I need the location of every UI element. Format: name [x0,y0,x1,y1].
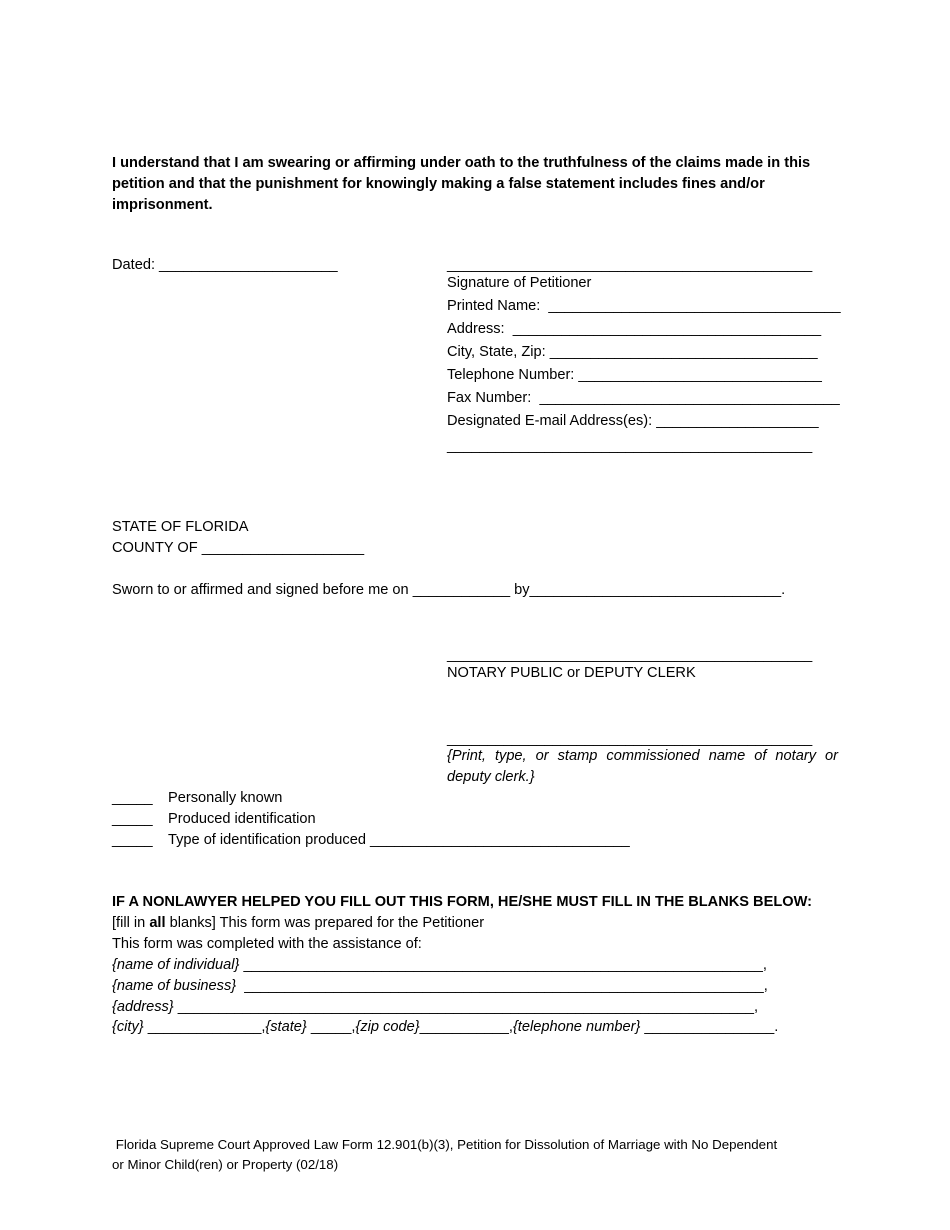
name-of-business-row [112,976,768,996]
id-blank-personally-known[interactable]: _____ [112,790,153,806]
notary-print-line[interactable]: _____________________________________________ [447,731,813,747]
oath-statement: I understand that I am swearing or affirming under oath to the truthfulness of the claims made in this petition and that the punishment for knowingly making a false statement includes fines and/or imprisonment. [112,155,811,213]
name-of-business-label: {name of business} [112,978,237,994]
zip-code-field[interactable]: ___________, [419,1019,513,1035]
notary-print-note: {Print, type, or stamp commissioned name of notary or [447,748,838,764]
fax-field[interactable]: Fax Number: _____________________________________ [447,390,840,406]
name-of-individual-field[interactable]: ________________________________________________________________, [239,957,767,973]
fill-prefix: [fill in [112,915,150,931]
printed-name-field[interactable]: Printed Name: ____________________________________ [447,298,841,314]
zip-code-label: {zip code} [355,1019,420,1035]
id-blank-type-of-id[interactable]: _____ [112,832,153,848]
telephone-number-field[interactable]: ________________. [640,1019,779,1035]
state-field-label: {state} [265,1019,307,1035]
assistant-address-row [112,997,758,1017]
id-type-field[interactable]: Type of identification produced ________________________________ [168,832,630,848]
email-extra-line[interactable]: _____________________________________________ [447,438,813,454]
city-state-zip-field[interactable]: City, State, Zip: _________________________________ [447,344,818,360]
notary-label: NOTARY PUBLIC or DEPUTY CLERK [447,665,696,681]
id-blank-produced-id[interactable]: _____ [112,811,153,827]
name-of-individual-label: {name of individual} [112,957,240,973]
telephone-field[interactable]: Telephone Number: ______________________________ [447,367,822,383]
signature-label: Signature of Petitioner [447,275,592,291]
county-field[interactable]: COUNTY OF ____________________ [112,540,365,556]
email-field[interactable]: Designated E-mail Address(es): ____________________ [447,413,819,429]
signature-line[interactable]: _____________________________________________ [447,257,813,273]
id-label-produced-id: Produced identification [168,811,316,827]
assistant-address-label: {address} [112,999,174,1015]
name-of-individual-row [112,955,767,975]
name-of-business-field[interactable]: ________________________________________________________________, [236,978,768,994]
city-label: {city} [112,1019,144,1035]
city-field[interactable]: ______________, [143,1019,266,1035]
assistant-address-field[interactable]: _______________________________________________________________________, [173,999,759,1015]
sworn-statement-line[interactable]: Sworn to or affirmed and signed before me on ____________ by_______________________________. [112,582,786,598]
dated-field[interactable]: Dated: ______________________ [112,257,338,273]
nonlawyer-heading: IF A NONLAWYER HELPED YOU FILL OUT THIS FORM, HE/SHE MUST FILL IN THE BLANKS BELOW: [112,894,812,910]
fill-suffix: blanks] This form was prepared for the Petitioner [165,915,485,931]
id-label-personally-known: Personally known [168,790,283,806]
state-label: STATE OF FLORIDA [112,519,249,535]
fill-instructions [112,913,484,933]
fill-bold: all [149,915,166,931]
footer-line-2: or Minor Child(ren) or Property (02/18) [112,1157,339,1172]
state-field[interactable]: _____, [306,1019,356,1035]
address-field[interactable]: Address: ______________________________________ [447,321,822,337]
footer-line-1: Florida Supreme Court Approved Law Form 12.901(b)(3), Petition for Dissolution of Marriage with No Dependent [112,1137,778,1152]
telephone-number-label: {telephone number} [512,1019,641,1035]
notary-print-note-cont: deputy clerk.} [447,769,535,785]
completed-with-label: This form was completed with the assistance of: [112,936,422,952]
assistant-location-row [112,1017,778,1037]
notary-signature-line[interactable]: _____________________________________________ [447,647,813,663]
